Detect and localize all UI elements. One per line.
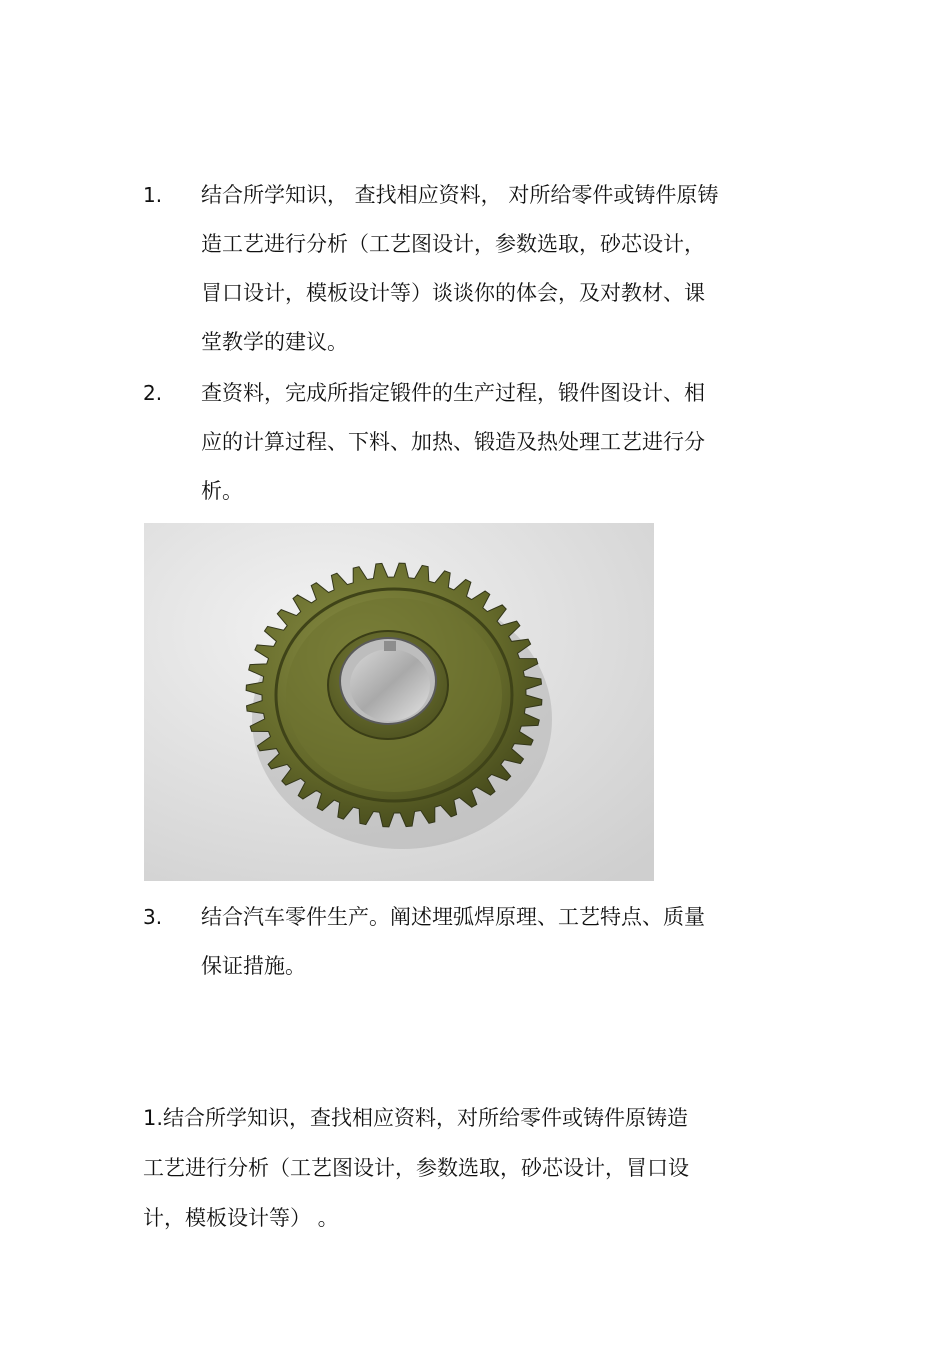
question-number: 3.	[143, 905, 163, 929]
text-line: 工艺进行分析（工艺图设计，参数选取，砂芯设计，冒口设	[143, 1156, 689, 1180]
text-line: 析。	[201, 479, 243, 503]
question-text	[201, 893, 801, 991]
text-line: 结合汽车零件生产。阐述埋弧焊原理、工艺特点、质量	[201, 905, 705, 929]
gear-image	[144, 523, 654, 881]
gear-photo	[144, 523, 654, 881]
text-line: 应的计算过程、下料、加热、锻造及热处理工艺进行分	[201, 430, 705, 454]
question-number: 2.	[143, 381, 163, 405]
text-line: 结合所学知识， 查找相应资料， 对所给零件或铸件原铸	[201, 183, 719, 207]
text-line: 查资料，完成所指定锻件的生产过程，锻件图设计、相	[201, 381, 705, 405]
text-line: 保证措施。	[201, 954, 306, 978]
text-line: 1.结合所学知识，查找相应资料，对所给零件或铸件原铸造	[143, 1106, 689, 1130]
text-line: 计，模板设计等） 。	[143, 1206, 339, 1230]
text-line: 堂教学的建议。	[201, 330, 348, 354]
text-line: 冒口设计，模板设计等）谈谈你的体会，及对教材、课	[201, 281, 705, 305]
question-text	[201, 369, 801, 516]
question-text	[201, 171, 801, 367]
gear-keyway	[384, 641, 396, 651]
gear-bore	[350, 649, 430, 721]
text-line: 造工艺进行分析（工艺图设计，参数选取，砂芯设计，	[201, 232, 705, 256]
answer-paragraph	[143, 1093, 783, 1243]
question-number: 1.	[143, 183, 163, 207]
